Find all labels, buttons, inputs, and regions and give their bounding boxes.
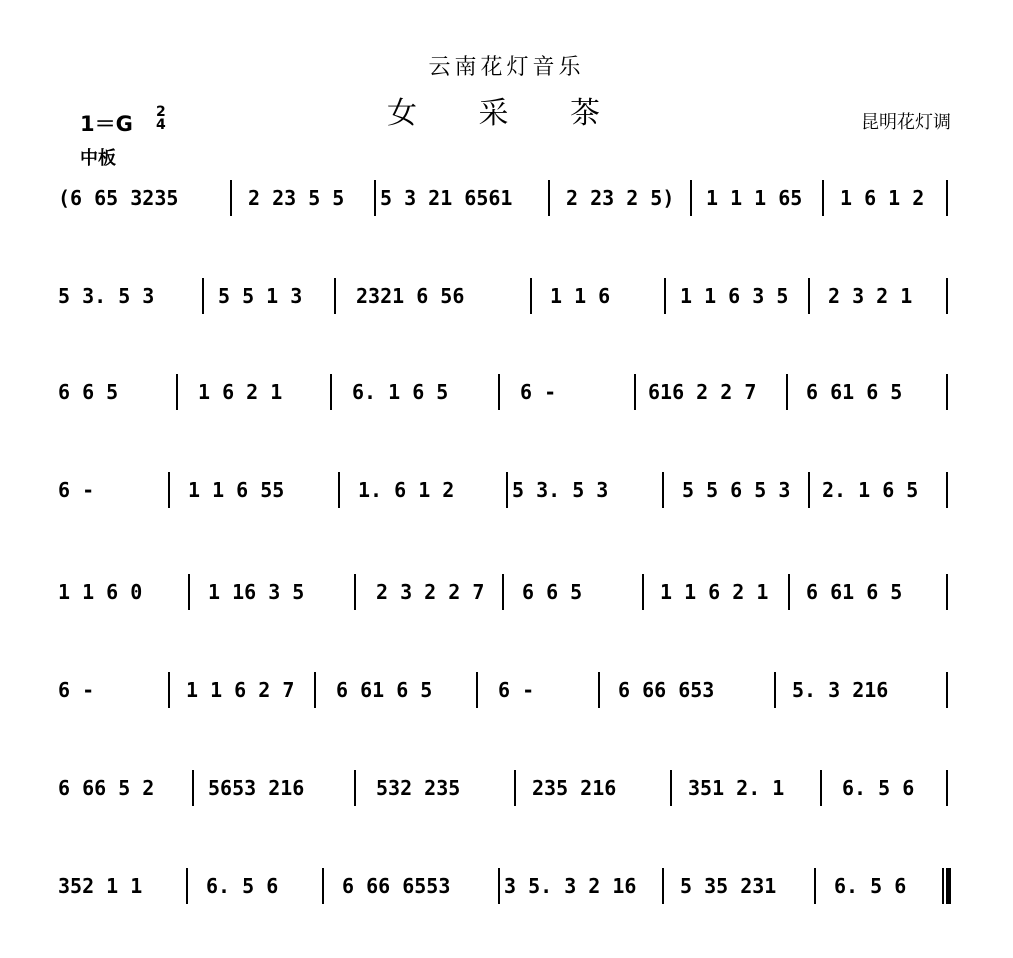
measure: 6 61 6 5 bbox=[336, 678, 433, 702]
measure: 6 - bbox=[520, 380, 557, 404]
barline bbox=[506, 472, 508, 508]
time-signature bbox=[156, 106, 166, 132]
barline bbox=[476, 672, 478, 708]
measure: 5 35 231 bbox=[680, 874, 777, 898]
measure: 1 1 6 0 bbox=[58, 580, 143, 604]
barline bbox=[514, 770, 516, 806]
barline bbox=[634, 374, 636, 410]
barline bbox=[186, 868, 188, 904]
system-6 bbox=[58, 668, 958, 712]
system-1 bbox=[58, 176, 958, 220]
system-5 bbox=[58, 570, 958, 614]
barline bbox=[946, 472, 948, 508]
measure: 5. 3 216 bbox=[792, 678, 889, 702]
measure: 2. 1 6 5 bbox=[822, 478, 919, 502]
measure: 2 23 2 5) bbox=[566, 186, 675, 210]
measure: 5 3 21 6561 bbox=[380, 186, 513, 210]
measure: 5 5 1 3 bbox=[218, 284, 303, 308]
barline bbox=[330, 374, 332, 410]
barline bbox=[808, 472, 810, 508]
barline bbox=[230, 180, 232, 216]
collection-title: 云南花灯音乐 bbox=[428, 55, 585, 80]
measure: 1 1 6 bbox=[550, 284, 611, 308]
barline bbox=[946, 374, 948, 410]
barline bbox=[334, 278, 336, 314]
measure: 2 23 5 5 bbox=[248, 186, 345, 210]
barline bbox=[822, 180, 824, 216]
barline bbox=[176, 374, 178, 410]
measure: 6. 5 6 bbox=[206, 874, 279, 898]
score bbox=[58, 176, 958, 936]
measure: 1. 6 1 2 bbox=[358, 478, 455, 502]
barline bbox=[946, 672, 948, 708]
barline bbox=[498, 868, 500, 904]
barline bbox=[354, 574, 356, 610]
measure: 2321 6 56 bbox=[356, 284, 465, 308]
barline bbox=[774, 672, 776, 708]
barline bbox=[820, 770, 822, 806]
barline bbox=[354, 770, 356, 806]
measure: 1 6 2 1 bbox=[198, 380, 283, 404]
barline bbox=[598, 672, 600, 708]
system-4 bbox=[58, 468, 958, 512]
barline bbox=[642, 574, 644, 610]
measure: 1 1 6 3 5 bbox=[680, 284, 789, 308]
barline bbox=[502, 574, 504, 610]
measure: 6 66 5 2 bbox=[58, 776, 155, 800]
barline bbox=[946, 770, 948, 806]
measure: 6 6 5 bbox=[58, 380, 119, 404]
measure: (6 65 3235 bbox=[58, 186, 179, 210]
measure: 5 5 6 5 3 bbox=[682, 478, 791, 502]
measure: 5653 216 bbox=[208, 776, 305, 800]
measure: 616 2 2 7 bbox=[648, 380, 757, 404]
system-8 bbox=[58, 864, 958, 908]
measure: 532 235 bbox=[376, 776, 461, 800]
barline bbox=[662, 472, 664, 508]
barline bbox=[530, 278, 532, 314]
barline bbox=[670, 770, 672, 806]
measure: 5 3. 5 3 bbox=[58, 284, 155, 308]
barline bbox=[168, 672, 170, 708]
barline bbox=[188, 574, 190, 610]
barline bbox=[338, 472, 340, 508]
measure: 1 1 6 2 1 bbox=[660, 580, 769, 604]
measure: 6. 5 6 bbox=[842, 776, 915, 800]
barline bbox=[946, 180, 948, 216]
barline bbox=[786, 374, 788, 410]
measure: 351 2. 1 bbox=[688, 776, 785, 800]
measure: 5 3. 5 3 bbox=[512, 478, 609, 502]
barline bbox=[168, 472, 170, 508]
measure: 352 1 1 bbox=[58, 874, 143, 898]
barline bbox=[202, 278, 204, 314]
measure: 1 16 3 5 bbox=[208, 580, 305, 604]
measure: 1 1 6 2 7 bbox=[186, 678, 295, 702]
tempo-marking: 中板 bbox=[80, 148, 116, 169]
barline bbox=[946, 574, 948, 610]
barline bbox=[498, 374, 500, 410]
measure: 6 66 653 bbox=[618, 678, 715, 702]
measure: 6. 1 6 5 bbox=[352, 380, 449, 404]
measure: 6 - bbox=[58, 478, 95, 502]
source-label: 昆明花灯调 bbox=[861, 112, 951, 133]
barline bbox=[548, 180, 550, 216]
measure: 2 3 2 1 bbox=[828, 284, 913, 308]
system-2 bbox=[58, 274, 958, 318]
barline bbox=[314, 672, 316, 708]
barline bbox=[322, 868, 324, 904]
barline bbox=[374, 180, 376, 216]
barline bbox=[662, 868, 664, 904]
barline bbox=[788, 574, 790, 610]
measure: 6 - bbox=[58, 678, 95, 702]
measure: 6 66 6553 bbox=[342, 874, 451, 898]
measure: 6 61 6 5 bbox=[806, 580, 903, 604]
time-signature-bottom: 4 bbox=[156, 117, 166, 133]
measure: 3 5. 3 2 16 bbox=[504, 874, 637, 898]
barline bbox=[814, 868, 816, 904]
measure: 1 6 1 2 bbox=[840, 186, 925, 210]
barline bbox=[946, 278, 948, 314]
measure: 2 3 2 2 7 bbox=[376, 580, 485, 604]
measure: 6 61 6 5 bbox=[806, 380, 903, 404]
measure: 6 - bbox=[498, 678, 535, 702]
measure: 6 6 5 bbox=[522, 580, 583, 604]
measure: 1 1 6 55 bbox=[188, 478, 285, 502]
barline bbox=[808, 278, 810, 314]
key-signature: 1＝G bbox=[80, 112, 133, 136]
final-barline bbox=[942, 868, 951, 904]
system-7 bbox=[58, 766, 958, 810]
time-signature-top: 2 bbox=[156, 104, 166, 120]
measure: 235 216 bbox=[532, 776, 617, 800]
barline bbox=[664, 278, 666, 314]
barline bbox=[192, 770, 194, 806]
barline bbox=[690, 180, 692, 216]
song-title: 女 采 茶 bbox=[386, 96, 627, 131]
measure: 1 1 1 65 bbox=[706, 186, 803, 210]
system-3 bbox=[58, 370, 958, 414]
measure: 6. 5 6 bbox=[834, 874, 907, 898]
